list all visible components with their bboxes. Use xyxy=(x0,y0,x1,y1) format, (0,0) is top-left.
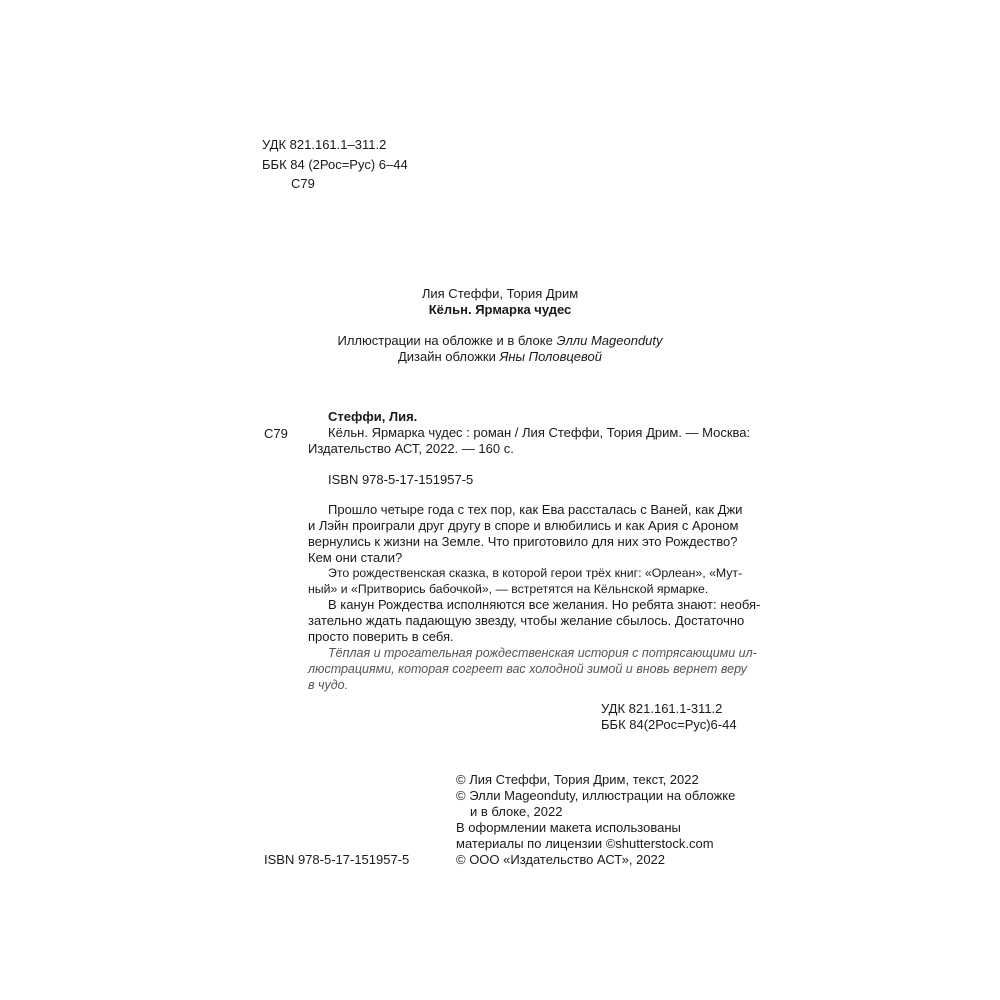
catalog-author-heading: Стеффи, Лия. xyxy=(328,409,418,424)
annotation-line: просто поверить в себя. xyxy=(308,629,454,644)
annotation-line: Прошло четыре года с тех пор, как Ева рассталась с Ваней, как Джи xyxy=(328,502,743,517)
annotation-paragraph-3 xyxy=(308,597,761,645)
copyright-illustrations: © Элли Mageonduty, иллюстрации на обложке xyxy=(456,788,736,803)
copyright-text: © Лия Стеффи, Тория Дрим, текст, 2022 xyxy=(456,772,699,787)
catalog-description-line1: Кёльн. Ярмарка чудес : роман / Лия Стеффи, Тория Дрим. — Москва: xyxy=(328,425,751,440)
book-authors: Лия Стеффи, Тория Дрим xyxy=(421,286,579,301)
license-notice: В оформлении макета использованы xyxy=(456,820,681,835)
isbn-bottom: ISBN 978-5-17-151957-5 xyxy=(264,852,410,867)
annotation-line: вернулись к жизни на Земле. Что приготовило для них это Рождество? xyxy=(308,534,738,549)
catalog-side-mark: С79 xyxy=(264,426,288,441)
annotation-line: ный» и «Притворись бабочкой», — встретятся на Кёльнской ярмарке. xyxy=(308,582,709,596)
annotation-line: В канун Рождества исполняются все желания. Но ребята знают: необя- xyxy=(328,597,761,612)
annotation-paragraph-1 xyxy=(308,502,743,566)
license-notice-cont: материалы по лицензии ©shutterstock.com xyxy=(456,836,714,851)
annotation-tagline xyxy=(308,645,757,693)
copyright-illustrations-cont: и в блоке, 2022 xyxy=(470,804,563,819)
annotation-line: и Лэйн проиграли друг другу в споре и влюбились и как Ария с Ароном xyxy=(308,518,739,533)
illustrator-name: Элли Mageonduty xyxy=(556,333,663,348)
catalog-description-line2: Издательство АСТ, 2022. — 160 с. xyxy=(308,441,514,456)
illustrations-prefix: Иллюстрации на обложке и в блоке xyxy=(337,333,557,348)
udk-code-bottom: УДК 821.161.1-311.2 xyxy=(601,701,723,716)
copyright-publisher: © ООО «Издательство АСТ», 2022 xyxy=(456,852,666,867)
annotation-line: Кем они стали? xyxy=(308,550,403,565)
annotation-line: зательно ждать падающую звезду, чтобы желание сбылось. Достаточно xyxy=(308,613,745,628)
bbk-code-bottom: ББК 84(2Рос=Рус)6-44 xyxy=(601,717,737,732)
annotation-line: Это рождественская сказка, в которой герои трёх книг: «Орлеан», «Мут- xyxy=(328,566,743,580)
book-title: Кёльн. Ярмарка чудес xyxy=(428,302,572,317)
illustrations-credit xyxy=(0,333,1000,349)
cover-design-credit xyxy=(0,349,1000,365)
tagline-line: в чудо. xyxy=(308,678,349,692)
author-mark-top: С79 xyxy=(291,176,315,191)
designer-name: Яны Половцевой xyxy=(499,349,602,364)
bbk-code-top: ББК 84 (2Рос=Рус) 6–44 xyxy=(262,157,408,172)
tagline-line: люстрациями, которая согреет вас холодной зимой и вновь вернет веру xyxy=(308,662,747,676)
annotation-paragraph-2 xyxy=(308,565,743,597)
catalog-isbn: ISBN 978-5-17-151957-5 xyxy=(328,472,474,487)
design-prefix: Дизайн обложки xyxy=(397,349,500,364)
tagline-line: Тёплая и трогательная рождественская история с потрясающими ил- xyxy=(328,646,757,660)
udk-code-top: УДК 821.161.1–311.2 xyxy=(262,137,387,152)
